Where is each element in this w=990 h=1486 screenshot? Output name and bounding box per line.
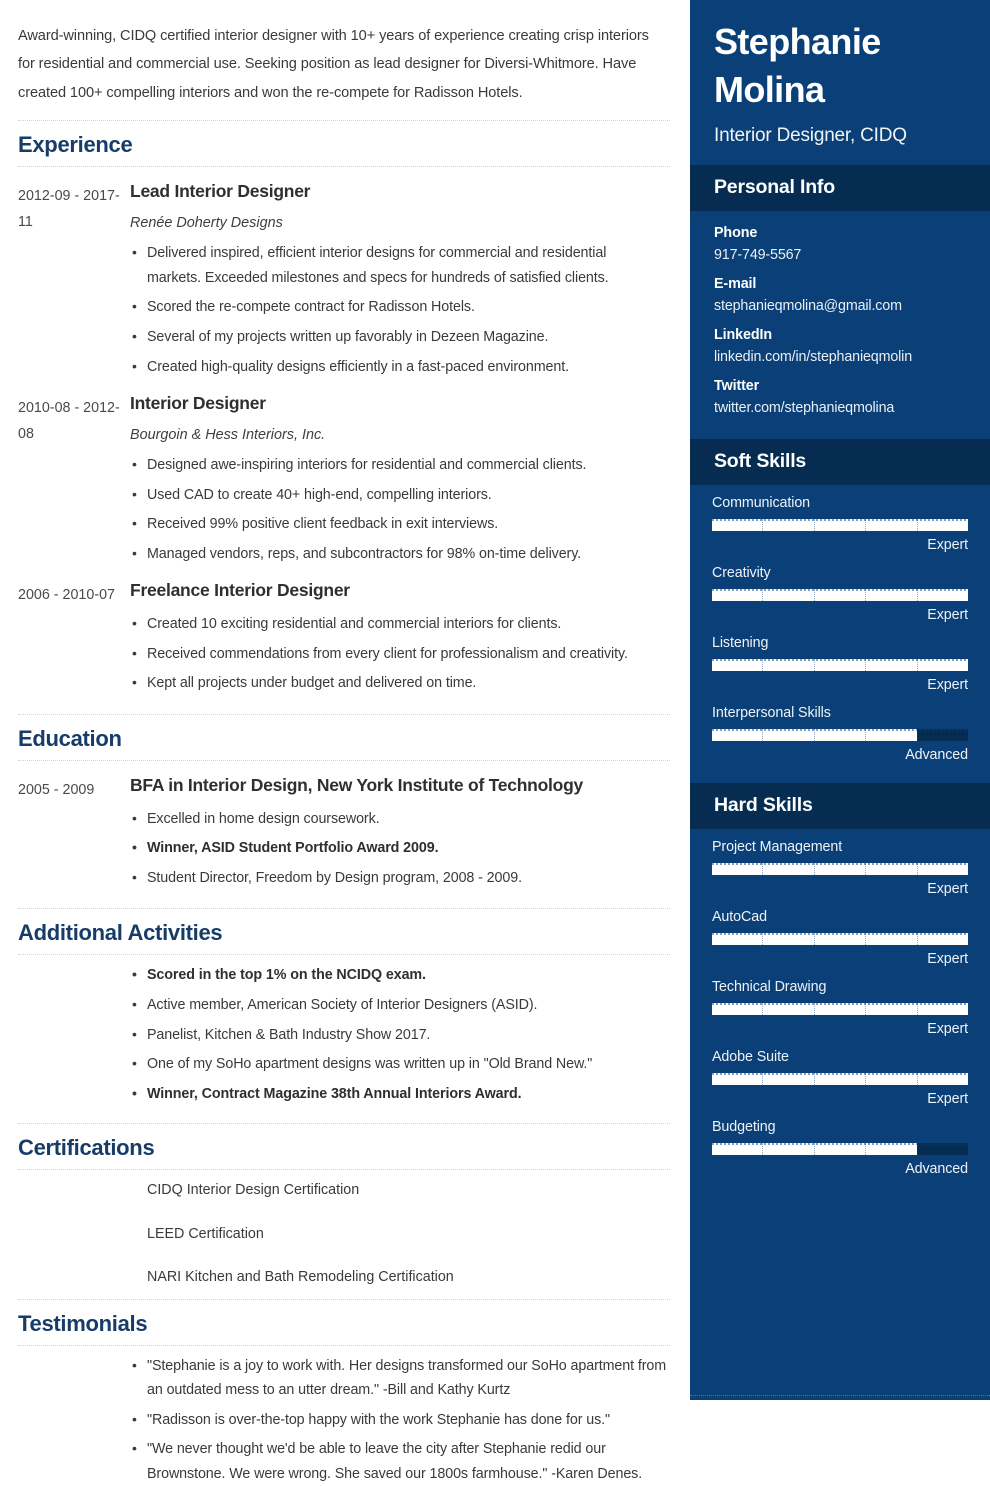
info-value[interactable]: stephanieqmolina@gmail.com	[714, 297, 902, 314]
candidate-subtitle: Interior Designer, CIDQ	[714, 124, 907, 146]
section-certifications	[18, 1124, 670, 1288]
list-item: • Created 10 exciting residential and commercial interiors for clients.	[130, 612, 664, 637]
skill-name: Budgeting	[712, 1118, 776, 1135]
skill-name: Technical Drawing	[712, 978, 827, 995]
info-row-email	[714, 276, 966, 314]
info-label: Phone	[714, 224, 758, 241]
list-item: • Active member, American Society of Interior Designers (ASID).	[130, 993, 670, 1018]
skill-item	[712, 909, 968, 945]
skill-bar	[712, 589, 968, 601]
skill-name: Adobe Suite	[712, 1048, 789, 1065]
experience-entry	[18, 180, 670, 379]
skill-name: Interpersonal Skills	[712, 704, 831, 721]
info-row-twitter	[714, 378, 966, 416]
list-item: • Used CAD to create 40+ high-end, compelling interiors.	[130, 483, 664, 508]
info-value[interactable]: linkedin.com/in/stephanieqmolin	[714, 348, 913, 365]
skill-level: Expert	[927, 1020, 968, 1037]
entry-body	[130, 579, 670, 695]
skill-level: Expert	[927, 676, 968, 693]
skill-level: Expert	[927, 950, 968, 967]
skill-bar-ticks	[712, 1143, 968, 1155]
section-title-testimonials: Testimonials	[18, 1310, 148, 1336]
personal-info-body	[690, 211, 990, 439]
entry-role: Lead Interior Designer	[130, 181, 311, 202]
skill-item	[712, 705, 968, 741]
skill-item	[712, 839, 968, 875]
info-label: LinkedIn	[714, 326, 772, 343]
skill-level: Expert	[927, 880, 968, 897]
entry-role: Freelance Interior Designer	[130, 580, 350, 601]
entry-bullets	[130, 612, 664, 696]
skill-bar-ticks	[712, 1003, 968, 1015]
entry-degree: BFA in Interior Design, New York Institute of Technology	[130, 774, 584, 795]
skill-bar-ticks	[712, 659, 968, 671]
sidebar-band-hard-skills	[690, 783, 990, 829]
section-title-education: Education	[18, 725, 122, 751]
divider	[18, 166, 670, 167]
soft-skills-body	[690, 485, 990, 783]
skill-name: Communication	[712, 494, 811, 511]
skill-bar-ticks	[712, 589, 968, 601]
list-item: • Winner, ASID Student Portfolio Award 2009.	[130, 836, 664, 861]
skill-name: Creativity	[712, 564, 771, 581]
entry-dates: 2012-09 - 2017-11	[18, 188, 120, 231]
divider	[18, 760, 670, 761]
sidebar-header	[690, 0, 990, 165]
sidebar-band-personal-info	[690, 165, 990, 211]
entry-dates: 2006 - 2010-07	[18, 587, 115, 604]
entry-bullets	[130, 807, 664, 891]
list-item: • Created high-quality designs efficiently in a fast-paced environment.	[130, 355, 664, 380]
skill-bar	[712, 863, 968, 875]
info-label: Twitter	[714, 377, 760, 394]
skill-item	[712, 635, 968, 671]
list-item: • Kept all projects under budget and delivered on time.	[130, 671, 664, 696]
list-item: • Received commendations from every client for professionalism and creativity.	[130, 642, 664, 667]
entry-dates: 2010-08 - 2012-08	[18, 400, 120, 443]
entry-role: Interior Designer	[130, 393, 266, 414]
testimonials-bullets	[18, 1354, 670, 1486]
entry-body	[130, 180, 670, 379]
info-row-linkedin	[714, 327, 966, 365]
skill-name: AutoCad	[712, 908, 767, 925]
skill-bar-ticks	[712, 863, 968, 875]
divider	[18, 954, 670, 955]
resume-sidebar	[690, 0, 990, 1400]
list-item: • Designed awe-inspiring interiors for residential and commercial clients.	[130, 453, 664, 478]
skill-bar	[712, 1003, 968, 1015]
info-value[interactable]: twitter.com/stephanieqmolina	[714, 399, 895, 416]
list-item: • Delivered inspired, efficient interior designs for commercial and residential markets. Exceeded milestones and specs for hundreds of satisfied clients.	[130, 241, 664, 290]
info-row-phone	[714, 225, 966, 263]
candidate-name: Stephanie Molina	[714, 21, 881, 110]
experience-entry	[18, 392, 670, 566]
section-title-experience: Experience	[18, 132, 133, 158]
list-item: • Scored the re-compete contract for Radisson Hotels.	[130, 295, 664, 320]
education-entry	[18, 774, 670, 890]
skill-item	[712, 495, 968, 531]
entry-body	[130, 392, 670, 566]
entry-bullets	[130, 241, 664, 379]
sidebar-band-soft-skills	[690, 439, 990, 485]
skill-item	[712, 1049, 968, 1085]
list-item: LEED Certification	[147, 1225, 264, 1242]
skill-bar	[712, 729, 968, 741]
list-item: • Scored in the top 1% on the NCIDQ exam.	[130, 963, 670, 988]
skill-bar	[712, 933, 968, 945]
experience-entry	[18, 579, 670, 695]
sidebar-title-personal-info: Personal Info	[714, 175, 835, 198]
list-item: • "We never thought we'd be able to leave the city after Stephanie redid our Brownstone. We were wrong. She saved our 1800s farmhouse." -Karen Denes.	[130, 1437, 670, 1486]
sidebar-title-hard-skills: Hard Skills	[714, 793, 813, 816]
skill-level: Expert	[927, 1090, 968, 1107]
section-experience	[18, 121, 670, 696]
list-item: • One of my SoHo apartment designs was written up in "Old Brand New."	[130, 1052, 670, 1077]
list-item: • Received 99% positive client feedback in exit interviews.	[130, 512, 664, 537]
skill-bar-ticks	[712, 933, 968, 945]
entry-bullets	[130, 453, 664, 566]
section-title-certifications: Certifications	[18, 1135, 155, 1161]
sidebar-title-soft-skills: Soft Skills	[714, 449, 807, 472]
skill-item	[712, 1119, 968, 1155]
skill-name: Project Management	[712, 838, 843, 855]
skill-bar-ticks	[712, 729, 968, 741]
list-item: CIDQ Interior Design Certification	[147, 1182, 360, 1199]
section-title-additional-activities: Additional Activities	[18, 920, 223, 946]
skill-bar	[712, 1143, 968, 1155]
skill-level: Advanced	[905, 1160, 968, 1177]
entry-body	[130, 774, 670, 890]
skill-item	[712, 565, 968, 601]
skill-bar-ticks	[712, 1073, 968, 1085]
sidebar-bottom-divider	[690, 1395, 990, 1396]
section-testimonials	[18, 1300, 670, 1486]
list-item: • Managed vendors, reps, and subcontractors for 98% on-time delivery.	[130, 542, 664, 567]
skill-bar	[712, 519, 968, 531]
skill-bar	[712, 659, 968, 671]
list-item: • Several of my projects written up favorably in Dezeen Magazine.	[130, 325, 664, 350]
skill-item	[712, 979, 968, 1015]
skill-level: Expert	[927, 536, 968, 553]
list-item: NARI Kitchen and Bath Remodeling Certification	[147, 1269, 454, 1286]
list-item: • Panelist, Kitchen & Bath Industry Show 2017.	[130, 1023, 670, 1048]
skill-bar	[712, 1073, 968, 1085]
skill-name: Listening	[712, 634, 769, 651]
entry-dates: 2005 - 2009	[18, 781, 95, 798]
list-item: • Excelled in home design coursework.	[130, 807, 664, 832]
entry-company: Renée Doherty Designs	[130, 215, 283, 232]
section-education	[18, 715, 670, 890]
certifications-list	[18, 1180, 670, 1288]
list-item: • Winner, Contract Magazine 38th Annual Interiors Award.	[130, 1082, 670, 1107]
skill-level: Advanced	[905, 746, 968, 763]
list-item: • "Radisson is over-the-top happy with the work Stephanie has done for us."	[130, 1408, 670, 1433]
skill-bar-ticks	[712, 519, 968, 531]
info-value[interactable]: 917-749-5567	[714, 246, 802, 263]
entry-company: Bourgoin & Hess Interiors, Inc.	[130, 426, 326, 443]
activities-bullets	[18, 963, 670, 1106]
summary-paragraph: Award-winning, CIDQ certified interior designer with 10+ years of experience creating crisp interiors for residential and commercial use. Seeking position as lead designer for Diversi-Whitmore. Have created 100+ compelling interiors and won the re-compete for Radisson Hotels.	[18, 28, 649, 101]
section-additional-activities	[18, 909, 670, 1106]
divider	[18, 1169, 670, 1170]
hard-skills-body	[690, 829, 990, 1197]
list-item: • Student Director, Freedom by Design program, 2008 - 2009.	[130, 866, 664, 891]
divider	[18, 1345, 670, 1346]
info-label: E-mail	[714, 275, 757, 292]
skill-level: Expert	[927, 606, 968, 623]
list-item: • "Stephanie is a joy to work with. Her designs transformed our SoHo apartment from an outdated mess to an utter dream." -Bill and Kathy Kurtz	[130, 1354, 670, 1403]
